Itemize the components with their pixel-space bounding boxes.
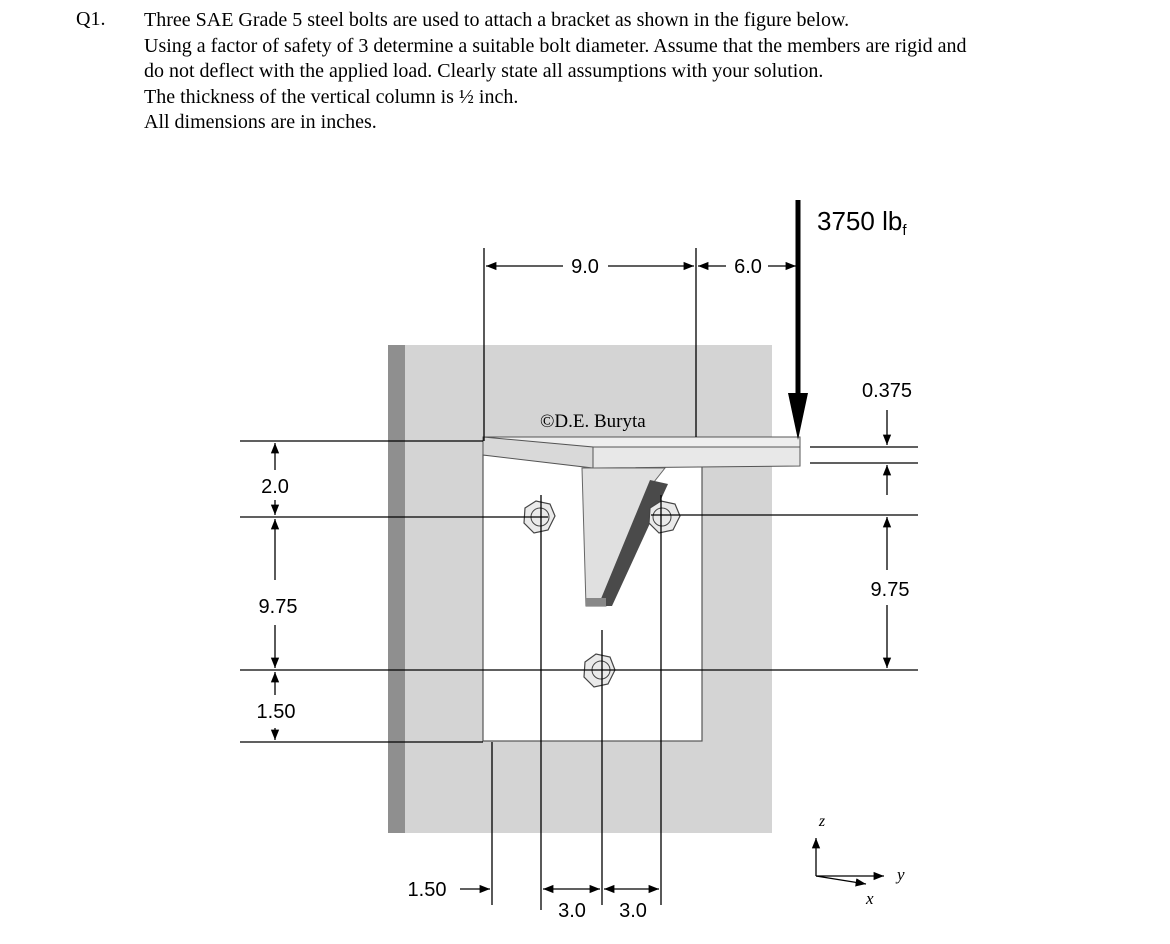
dim-top-right: 6.0 <box>734 256 762 278</box>
top-dimensions <box>486 256 796 278</box>
question-line: Three SAE Grade 5 steel bolts are used to attach a bracket as shown in the figure below. <box>144 9 850 31</box>
load-unit: lb <box>882 206 903 236</box>
dim-bottom-offset: 1.50 <box>407 879 447 901</box>
question-number: Q1. <box>76 8 106 30</box>
question-line: do not deflect with the applied load. Clearly state all assumptions with your solution. <box>144 60 824 82</box>
load-unit-sub: f <box>902 222 907 239</box>
dim-right-top: 0.375 <box>861 380 913 402</box>
right-dimensions <box>862 380 912 668</box>
bottom-dimensions <box>408 879 659 922</box>
axis-x-label: x <box>866 889 874 908</box>
load-arrow <box>788 200 907 440</box>
axis-z-label: z <box>818 813 826 830</box>
dim-right-mid: 9.75 <box>870 579 910 601</box>
question-line: The thickness of the vertical column is ½ inch. <box>144 85 519 108</box>
dim-left-top: 2.0 <box>261 476 289 498</box>
plate-edge <box>388 345 405 833</box>
svg-text:©D.E. Buryta: ©D.E. Buryta <box>540 411 646 432</box>
question-line: Using a factor of safety of 3 determine a suitable bolt diameter. Assume that the members are rigid and <box>144 34 967 57</box>
question-line: All dimensions are in inches. <box>144 111 377 133</box>
left-dimensions <box>257 443 298 740</box>
load-value: 3750 <box>817 206 875 236</box>
dim-top-left: 9.0 <box>571 256 599 278</box>
dim-left-bottom: 1.50 <box>256 701 296 723</box>
dim-bottom-right: 3.0 <box>619 900 647 922</box>
dim-bottom-left: 3.0 <box>558 900 586 922</box>
load-label <box>817 206 907 239</box>
axis-y-label: y <box>897 865 905 884</box>
axes-triad <box>816 813 905 908</box>
dim-left-mid: 9.75 <box>258 596 298 618</box>
copyright-mark <box>540 411 646 432</box>
